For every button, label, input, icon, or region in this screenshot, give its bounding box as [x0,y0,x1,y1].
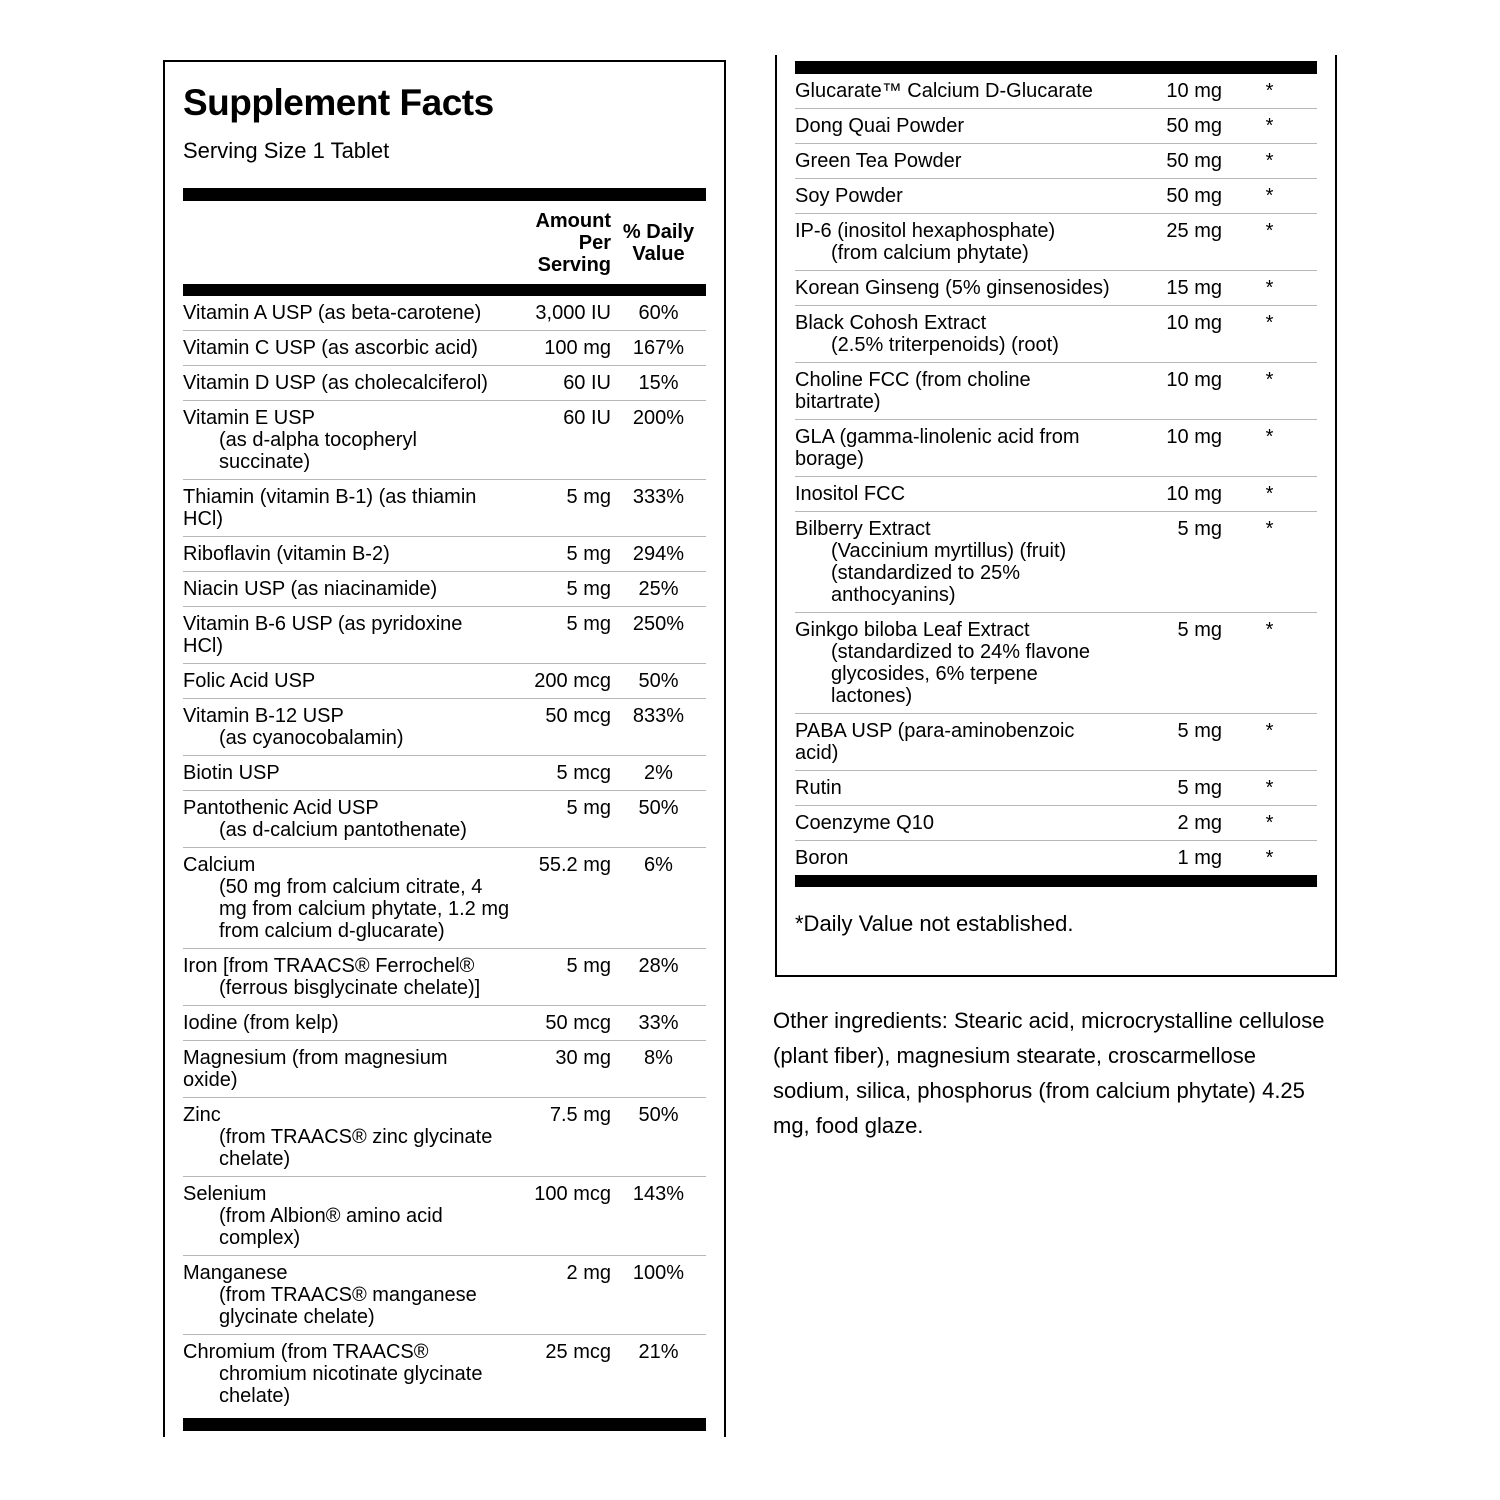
amount-value: 5 mg [566,955,611,977]
amount-value: 50 mcg [545,705,611,727]
table-row [183,1334,706,1413]
amount-value: 3,000 IU [535,302,611,324]
table-row [795,713,1317,770]
ingredient-name [183,1047,516,1091]
header-line: % Daily [622,221,695,243]
daily-value: * [1265,150,1274,172]
ingredient-name [183,1104,516,1170]
ingredient-name-line: borage) [795,448,864,470]
daily-value: 167% [632,337,685,359]
ingredient-name [183,337,516,359]
ingredient-name-line: (from calcium phytate) [831,242,1029,264]
table-row [183,1255,706,1334]
ingredient-name [795,150,1127,172]
table-row [795,178,1317,213]
ingredient-name [183,797,516,841]
daily-value: 50% [638,797,679,819]
header-line: Value [632,243,685,265]
table-row [183,606,706,663]
ingredient-name-line: Vitamin C USP (as ascorbic acid) [183,337,478,359]
amount-value: 5 mg [1177,720,1222,742]
amount-value: 5 mg [1177,518,1222,540]
ingredient-name [795,369,1127,413]
table-row [795,840,1317,875]
amount-value: 5 mg [566,578,611,600]
daily-value: * [1265,720,1274,742]
ingredient-name-line: from calcium d-glucarate) [219,920,445,942]
ingredient-name-line: Magnesium (from magnesium [183,1047,448,1069]
table-row [795,143,1317,178]
ingredient-name-line: Manganese [183,1262,288,1284]
daily-value: * [1265,277,1274,299]
table-row [183,479,706,536]
ingredient-name-line: Iodine (from kelp) [183,1012,339,1034]
amount-value: 100 mcg [534,1183,611,1205]
ingredient-name-line: (standardized to 25% [831,562,1021,584]
ingredient-name-line: Boron [795,847,849,869]
ingredient-name-line: Zinc [183,1104,221,1126]
table-row [183,755,706,790]
amount-value: 10 mg [1166,369,1222,391]
ingredient-name [795,220,1127,264]
amount-value: 55.2 mg [538,854,611,876]
ingredient-name-line: Bilberry Extract [795,518,931,540]
ingredient-name-line: Chromium (from TRAACS® [183,1341,429,1363]
daily-value: 294% [632,543,685,565]
ingredient-name-line: HCl) [183,635,223,657]
ingredient-name [795,812,1127,834]
ingredient-name [795,115,1127,137]
ingredient-name-line: mg from calcium phytate, 1.2 mg [219,898,510,920]
table-row [183,1005,706,1040]
amount-value: 10 mg [1166,483,1222,505]
daily-value: * [1265,115,1274,137]
ingredient-name [795,426,1127,470]
ingredient-name-line: (as cyanocobalamin) [219,727,404,749]
daily-value: * [1265,426,1274,448]
table-row [795,213,1317,270]
ingredient-name [183,302,516,324]
ingredient-name [795,312,1127,356]
table-row [183,1176,706,1255]
daily-value: 333% [632,486,685,508]
daily-value: 28% [638,955,679,977]
ingredient-name-line: Niacin USP (as niacinamide) [183,578,438,600]
ingredient-name-line: Pantothenic Acid USP [183,797,379,819]
amount-value: 10 mg [1166,80,1222,102]
ingredient-name [795,720,1127,764]
daily-value: * [1265,312,1274,334]
ingredient-name-line: Vitamin D USP (as cholecalciferol) [183,372,488,394]
ingredient-name-line: Inositol FCC [795,483,906,505]
table-row [183,400,706,479]
table-row [795,74,1317,108]
ingredient-name-line: GLA (gamma-linolenic acid from [795,426,1080,448]
table-row [795,108,1317,143]
table-row [183,1040,706,1097]
ingredient-name-line: Korean Ginseng (5% ginsenosides) [795,277,1110,299]
ingredient-name-line: Glucarate™ Calcium D-Glucarate [795,80,1093,102]
daily-value: 8% [644,1047,673,1069]
ingredient-name-line: oxide) [183,1069,238,1091]
thick-divider-bar [183,188,706,201]
panel-title: Supplement Facts [183,82,494,123]
ingredient-name [795,483,1127,505]
ingredient-name-line: Choline FCC (from choline [795,369,1031,391]
amount-value: 15 mg [1166,277,1222,299]
amount-value: 60 IU [563,372,611,394]
amount-value: 5 mg [566,613,611,635]
ingredient-name [183,762,516,784]
table-row [183,296,706,330]
daily-value: * [1265,185,1274,207]
ingredient-name [183,1262,516,1328]
ingredient-name-line: (2.5% triterpenoids) (root) [831,334,1059,356]
daily-value: 60% [638,302,679,324]
ingredient-name-line: (from Albion® amino acid [219,1205,443,1227]
percent-daily-value-header [611,221,706,265]
ingredient-name [183,407,516,473]
daily-value: 250% [632,613,685,635]
ingredient-name [795,80,1127,102]
ingredient-name-line: (as d-calcium pantothenate) [219,819,467,841]
ingredient-name [183,1341,516,1407]
ingredient-name [183,955,516,999]
amount-value: 2 mg [1177,812,1222,834]
header-line: Amount [535,210,611,232]
ingredient-name-line: HCl) [183,508,223,530]
daily-value: * [1265,483,1274,505]
ingredient-name [795,847,1127,869]
ingredient-name [795,185,1127,207]
amount-value: 30 mg [555,1047,611,1069]
daily-value: * [1265,80,1274,102]
ingredient-name-line: (Vaccinium myrtillus) (fruit) [831,540,1067,562]
daily-value: * [1265,619,1274,641]
daily-value: 143% [632,1183,685,1205]
thick-divider-bar [183,1418,706,1431]
daily-value: * [1265,812,1274,834]
ingredient-name-line: Selenium [183,1183,267,1205]
amount-value: 10 mg [1166,426,1222,448]
ingredient-name [183,372,516,394]
ingredient-name [183,1012,516,1034]
daily-value: * [1265,777,1274,799]
daily-value: 33% [638,1012,679,1034]
table-row [795,770,1317,805]
ingredient-name-line: (from TRAACS® zinc glycinate [219,1126,493,1148]
daily-value: * [1265,220,1274,242]
amount-value: 50 mg [1166,150,1222,172]
ingredient-name-line: Calcium [183,854,256,876]
daily-value: 833% [632,705,685,727]
table-row [183,948,706,1005]
daily-value: 21% [638,1341,679,1363]
ingredient-name-line: (ferrous bisglycinate chelate)] [219,977,481,999]
ingredient-name [183,670,516,692]
amount-value: 1 mg [1177,847,1222,869]
ingredient-name [183,854,516,942]
table-row [183,571,706,606]
thick-divider-bar [795,875,1317,887]
amount-value: 50 mg [1166,185,1222,207]
table-row [795,612,1317,713]
ingredient-name-line: complex) [219,1227,301,1249]
table-row [183,1097,706,1176]
ingredient-name-line: Green Tea Powder [795,150,962,172]
table-row [183,847,706,948]
daily-value-footnote: *Daily Value not established. [795,911,1074,936]
amount-value: 2 mg [566,1262,611,1284]
amount-value: 25 mg [1166,220,1222,242]
ingredient-name [795,619,1127,707]
ingredient-name-line: (50 mg from calcium citrate, 4 [219,876,483,898]
ingredient-name [795,277,1127,299]
ingredient-name-line: Dong Quai Powder [795,115,964,137]
ingredient-name [183,1183,516,1249]
ingredient-name [795,518,1127,606]
ingredient-name-line: Soy Powder [795,185,903,207]
ingredient-name-line: PABA USP (para-aminobenzoic [795,720,1075,742]
ingredient-name [183,578,516,600]
ingredient-name-line: chromium nicotinate glycinate [219,1363,483,1385]
header-line: Per [578,232,611,254]
ingredient-name-line: anthocyanins) [831,584,956,606]
amount-value: 5 mg [1177,619,1222,641]
ingredient-name-line: Ginkgo biloba Leaf Extract [795,619,1030,641]
ingredient-name-line: chelate) [219,1148,291,1170]
table-row [183,790,706,847]
daily-value: 50% [638,1104,679,1126]
ingredient-name-line: bitartrate) [795,391,881,413]
header-line: Serving [537,254,611,276]
ingredient-name-line: Riboflavin (vitamin B-2) [183,543,390,565]
table-row [183,663,706,698]
facts-panel-left [163,60,726,1437]
ingredient-name-line: glycosides, 6% terpene [831,663,1038,685]
table-row [795,270,1317,305]
ingredient-name-line: IP-6 (inositol hexaphosphate) [795,220,1056,242]
ingredient-name-line: lactones) [831,685,913,707]
ingredient-name-line: (as d-alpha tocopheryl [219,429,417,451]
table-header [183,201,706,284]
ingredient-name-line: succinate) [219,451,311,473]
amount-value: 100 mg [544,337,611,359]
ingredient-name-line: Rutin [795,777,842,799]
ingredient-name-line: Vitamin E USP [183,407,315,429]
ingredient-name-line: Thiamin (vitamin B-1) (as thiamin [183,486,477,508]
table-row [183,536,706,571]
ingredient-name-line: Vitamin B-6 USP (as pyridoxine [183,613,463,635]
ingredient-name-line: Biotin USP [183,762,280,784]
amount-per-serving-header [516,210,611,276]
serving-size: Serving Size 1 Tablet [183,138,390,163]
daily-value: 15% [638,372,679,394]
amount-value: 60 IU [563,407,611,429]
amount-value: 200 mcg [534,670,611,692]
ingredient-name [183,613,516,657]
table-row [183,698,706,755]
daily-value: 25% [638,578,679,600]
ingredient-name-line: Iron [from TRAACS® Ferrochel® [183,955,475,977]
table-row [183,365,706,400]
table-row [795,362,1317,419]
ingredient-name-line: Vitamin B-12 USP [183,705,344,727]
ingredient-table-left [183,296,706,1413]
ingredient-name [183,543,516,565]
facts-panel-right [775,55,1337,977]
table-row [795,805,1317,840]
amount-value: 10 mg [1166,312,1222,334]
ingredient-name-line: Folic Acid USP [183,670,316,692]
ingredient-name-line: chelate) [219,1385,291,1407]
table-row [183,330,706,365]
daily-value: 200% [632,407,685,429]
ingredient-name [183,705,516,749]
daily-value: * [1265,518,1274,540]
daily-value: 50% [638,670,679,692]
ingredient-name-line: (standardized to 24% flavone [831,641,1091,663]
amount-value: 5 mg [566,486,611,508]
amount-value: 50 mg [1166,115,1222,137]
ingredient-name-line: glycinate chelate) [219,1306,375,1328]
daily-value: * [1265,369,1274,391]
thick-divider-bar [183,284,706,296]
table-row [795,419,1317,476]
amount-value: 5 mg [566,543,611,565]
daily-value: 2% [644,762,673,784]
ingredient-name [183,486,516,530]
ingredient-table-right [795,74,1317,875]
amount-value: 5 mg [1177,777,1222,799]
ingredient-name-line: Coenzyme Q10 [795,812,934,834]
ingredient-name-line: (from TRAACS® manganese [219,1284,477,1306]
ingredient-name-line: acid) [795,742,839,764]
other-ingredients-paragraph: Other ingredients: Stearic acid, microcrystalline cellulose (plant fiber), magnesium stearate, croscarmellose sodium, silica, phosphorus (from calcium phytate) 4.25 mg, food glaze. [773,1008,1325,1138]
table-row [795,511,1317,612]
table-row [795,305,1317,362]
amount-value: 50 mcg [545,1012,611,1034]
daily-value: 6% [644,854,673,876]
ingredient-name-line: Black Cohosh Extract [795,312,987,334]
daily-value: * [1265,847,1274,869]
thick-divider-bar [795,61,1317,74]
amount-value: 5 mcg [556,762,611,784]
table-row [795,476,1317,511]
ingredient-name-line: Vitamin A USP (as beta-carotene) [183,302,482,324]
amount-value: 5 mg [566,797,611,819]
ingredient-name [795,777,1127,799]
daily-value: 100% [632,1262,685,1284]
amount-value: 7.5 mg [549,1104,611,1126]
amount-value: 25 mcg [545,1341,611,1363]
